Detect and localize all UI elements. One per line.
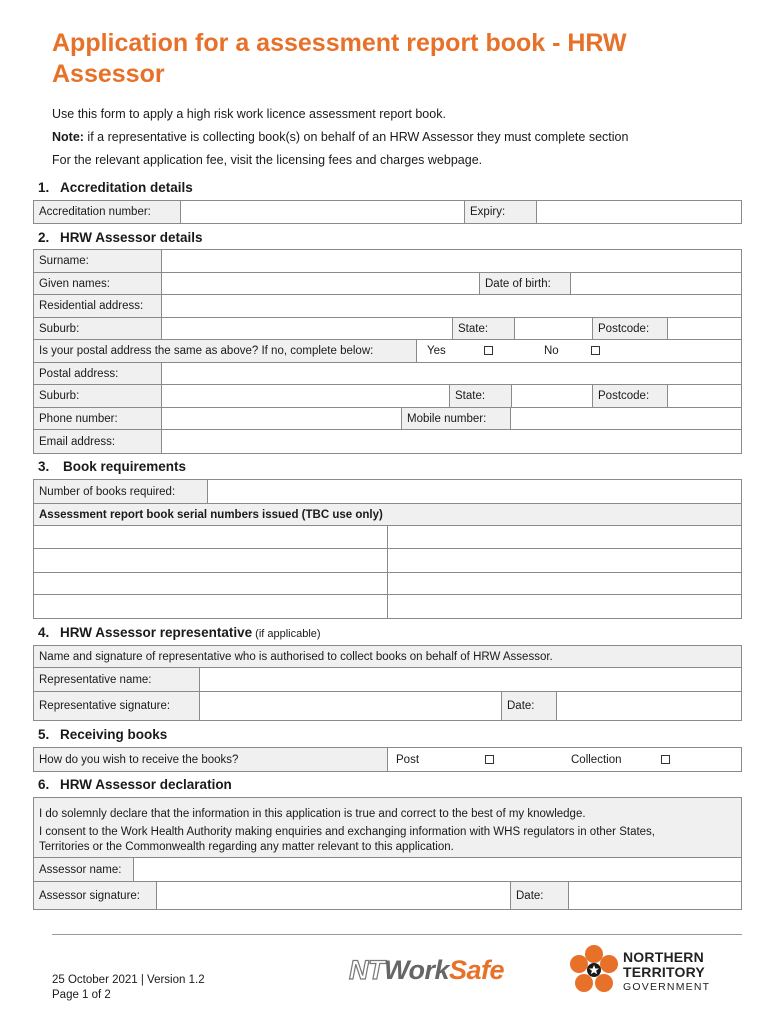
serial-cell[interactable] [387,573,741,594]
assessor-sig-label: Assessor signature: [34,882,156,909]
serial-cell[interactable] [34,595,387,618]
no-label: No [544,345,559,357]
mobile-label: Mobile number: [401,408,510,429]
section-4-title: 4. HRW Assessor representative (if applicable) [38,625,321,640]
declaration-line: I consent to the Work Health Authority making enquiries and exchanging information with WHS regulators in other States, [39,826,655,838]
ntg-wordmark: NORTHERN TERRITORY GOVERNMENT [623,949,711,993]
num-books-label: Number of books required: [34,480,207,503]
receiving-table [33,747,742,772]
assessor-sig-field[interactable] [156,882,510,909]
postal-no-option[interactable] [533,340,741,362]
section-3-title: 3. Book requirements [38,459,187,474]
collection-label: Collection [571,753,622,766]
book-requirements-table [33,479,742,619]
phone-field[interactable] [161,408,401,429]
representative-table [33,645,742,721]
footer-divider [52,934,742,935]
residential-label: Residential address: [34,295,161,317]
suburb-field[interactable] [161,318,452,339]
declaration-line: Territories or the Commonwealth regarding any matter relevant to this application. [39,841,454,853]
postcode-field[interactable] [667,318,741,339]
residential-field[interactable] [161,295,741,317]
representative-desc: Name and signature of representative who is authorised to collect books on behalf of HRW Assessor. [34,646,741,667]
state-field[interactable] [514,318,592,339]
serial-cell[interactable] [34,573,387,594]
yes-checkbox[interactable] [484,346,493,355]
accreditation-label: Accreditation number: [34,201,180,223]
section-4-note: (if applicable) [252,628,321,640]
serial-cell[interactable] [387,549,741,572]
dob-label: Date of birth: [479,273,570,294]
footer-page: Page 1 of 2 [52,989,111,1001]
accreditation-field[interactable] [180,201,464,223]
rep-name-label: Representative name: [34,668,199,691]
rep-date-label: Date: [501,692,556,720]
surname-field[interactable] [161,250,741,272]
rep-sig-label: Representative signature: [34,692,199,720]
postal-same-label: Is your postal address the same as above? If no, complete below: [34,340,416,362]
expiry-label: Expiry: [464,201,536,223]
yes-label: Yes [427,345,446,357]
assessor-date-label: Date: [510,882,568,909]
ntworksafe-logo: NTWorkSafe [349,955,505,985]
postal-state-label: State: [449,385,511,407]
postal-postcode-label: Postcode: [592,385,667,407]
assessor-date-field[interactable] [568,882,741,909]
rep-name-field[interactable] [199,668,741,691]
serial-cell[interactable] [387,595,741,618]
postal-yes-option[interactable] [416,340,533,362]
state-label: State: [452,318,514,339]
postal-field[interactable] [161,363,741,384]
assessor-details-table [33,249,742,454]
serials-heading: Assessment report book serial numbers issued (TBC use only) [34,504,741,525]
serial-cell[interactable] [387,526,741,548]
section-6-title: 6. HRW Assessor declaration [38,777,232,792]
postal-suburb-label: Suburb: [34,385,161,407]
postal-suburb-field[interactable] [161,385,449,407]
section-5-title: 5. Receiving books [38,727,168,742]
serial-cell[interactable] [34,526,387,548]
footer-version: 25 October 2021 | Version 1.2 [52,974,205,986]
collection-checkbox[interactable] [661,755,670,764]
postal-postcode-field[interactable] [667,385,741,407]
num-books-field[interactable] [207,480,741,503]
postal-state-field[interactable] [511,385,592,407]
expiry-field[interactable] [536,201,741,223]
email-field[interactable] [161,430,741,453]
intro-fee: For the relevant application fee, visit the licensing fees and charges webpage. [52,153,483,167]
no-checkbox[interactable] [591,346,600,355]
mobile-field[interactable] [510,408,741,429]
note-text: if a representative is collecting book(s) on behalf of an HRW Assessor they must complete section [83,130,629,144]
postal-label: Postal address: [34,363,161,384]
assessor-name-label: Assessor name: [34,858,133,881]
post-option[interactable] [387,748,559,771]
given-names-label: Given names: [34,273,161,294]
declaration-text [39,807,655,855]
email-label: Email address: [34,430,161,453]
declaration-line: I do solemnly declare that the information in this application is true and correct to the best of my knowledge. [39,808,586,820]
declaration-table [33,797,742,910]
collection-option[interactable] [559,748,741,771]
rep-date-field[interactable] [556,692,741,720]
postcode-label: Postcode: [592,318,667,339]
serial-cell[interactable] [34,549,387,572]
intro-note [52,129,628,145]
section-2-title: 2. HRW Assessor details [38,230,203,245]
page-title: Application for a assessment report book - HRW Assessor [52,29,627,88]
rep-sig-field[interactable] [199,692,501,720]
intro-line: Use this form to apply a high risk work licence assessment report book. [52,107,446,121]
post-checkbox[interactable] [485,755,494,764]
given-names-field[interactable] [161,273,479,294]
suburb-label: Suburb: [34,318,161,339]
phone-label: Phone number: [34,408,161,429]
accreditation-table [33,200,742,224]
dob-field[interactable] [570,273,741,294]
footer-info [52,973,205,1003]
receive-question: How do you wish to receive the books? [34,748,387,771]
note-label: Note: [52,130,84,144]
assessor-name-field[interactable] [133,858,741,881]
surname-label: Surname: [34,250,161,272]
section-1-title: 1. Accreditation details [38,180,193,195]
post-label: Post [396,753,420,766]
